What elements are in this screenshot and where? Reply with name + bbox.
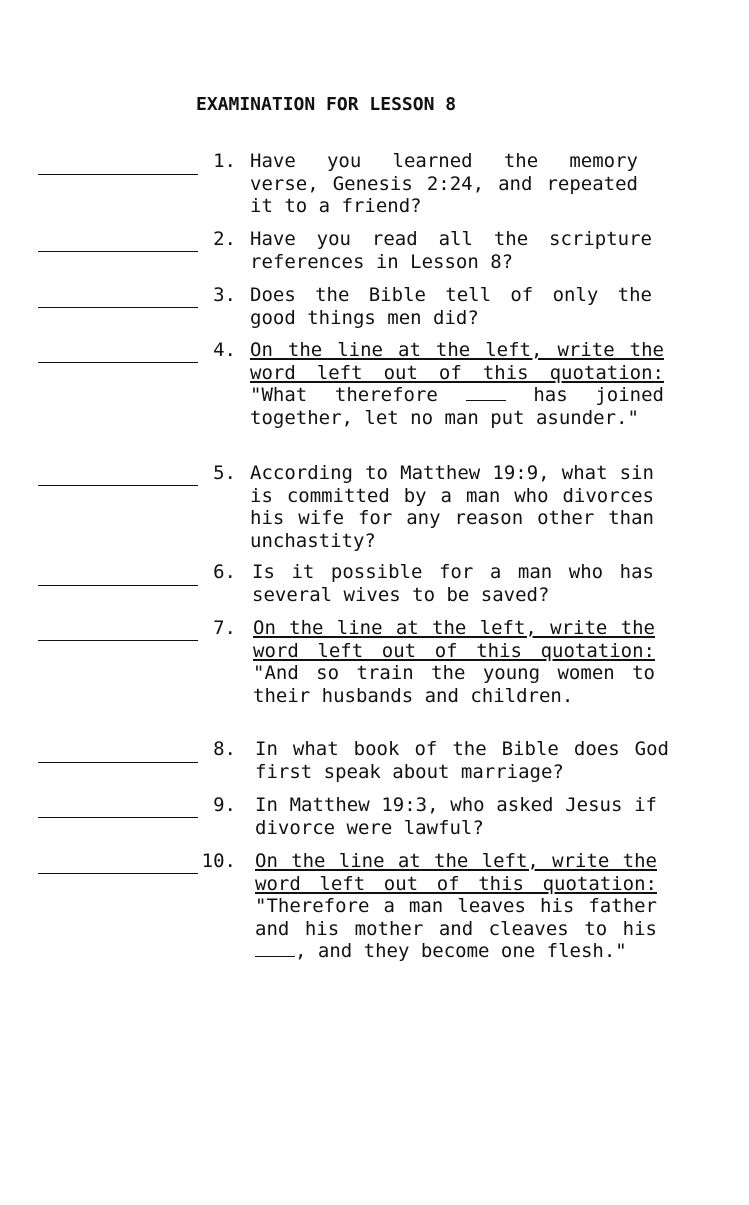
quote-text-before: "Therefore a man leaves his father and his mother and cleaves to his xyxy=(255,895,657,940)
question-number: 7. xyxy=(213,617,236,639)
question-number: 4. xyxy=(213,339,236,361)
question-number: 2. xyxy=(213,228,236,250)
quote-text-after: , and they become one flesh." xyxy=(295,940,627,962)
question-instruction: On the line at the left, write the word left out of this quotation: xyxy=(250,339,664,384)
question-number: 9. xyxy=(213,794,236,816)
quote-text-after: has joined together, let no man put asunder." xyxy=(250,384,664,429)
question-text: Does the Bible tell of only the good things men did? xyxy=(250,284,652,329)
question-number: 1. xyxy=(213,150,236,172)
question-text: In Matthew 19:3, who asked Jesus if divorce were lawful? xyxy=(255,794,657,839)
question-number: 5. xyxy=(213,462,236,484)
question-text xyxy=(253,617,655,707)
question-text: In what book of the Bible does God first speak about marriage? xyxy=(255,738,669,783)
answer-line-9[interactable] xyxy=(38,817,198,818)
quote-text-after: their husbands and children. xyxy=(253,684,574,707)
question-instruction: On the line at the left, write the word left out of this quotation: xyxy=(253,617,655,662)
quote-text-before: "And so train the young women to xyxy=(253,662,655,684)
question-text: Have you read all the scripture references in Lesson 8? xyxy=(250,228,652,273)
blank-line xyxy=(255,942,295,957)
answer-line-5[interactable] xyxy=(38,485,198,486)
page-title: EXAMINATION FOR LESSON 8 xyxy=(196,94,457,115)
question-text: According to Matthew 19:9, what sin is committed by a man who divorces his wife for any reason other than unchastity? xyxy=(250,462,654,552)
answer-line-6[interactable] xyxy=(38,585,198,586)
answer-line-10[interactable] xyxy=(38,873,198,874)
question-number: 8. xyxy=(213,738,236,760)
answer-line-1[interactable] xyxy=(38,174,198,175)
blank-line xyxy=(466,386,506,401)
answer-line-4[interactable] xyxy=(38,362,198,363)
answer-line-2[interactable] xyxy=(38,251,198,252)
question-number: 6. xyxy=(213,561,236,583)
answer-line-3[interactable] xyxy=(38,307,198,308)
quote-text-before: "What therefore xyxy=(250,384,438,406)
question-instruction: On the line at the left, write the word left out of this quotation: xyxy=(255,850,657,895)
answer-line-7[interactable] xyxy=(38,640,198,641)
question-text: Have you learned the memory verse, Genesis 2:24, and repeated it to a friend? xyxy=(250,150,638,217)
answer-line-8[interactable] xyxy=(38,762,198,763)
question-text xyxy=(250,339,664,429)
question-text: Is it possible for a man who has several wives to be saved? xyxy=(252,561,654,606)
question-text xyxy=(255,850,657,963)
question-number: 10. xyxy=(201,850,236,872)
question-number: 3. xyxy=(213,284,236,306)
